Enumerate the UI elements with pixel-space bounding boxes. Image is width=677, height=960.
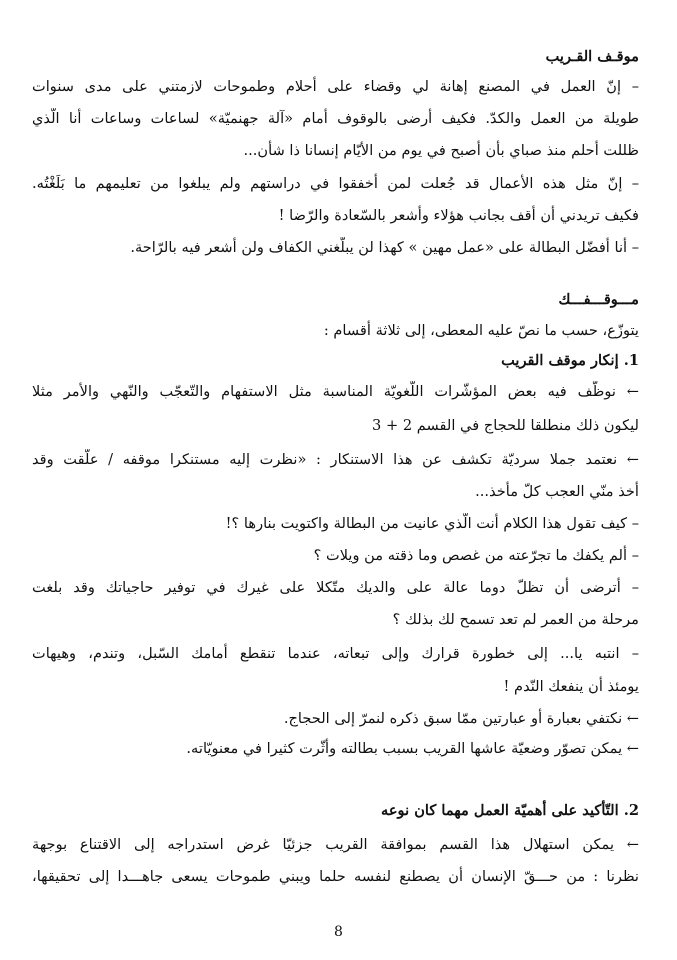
text-line: يومئذ أن ينفعك النّدم !: [503, 678, 639, 695]
text-line: ظللت أحلم منذ صباي بأن أصبح في يوم من الأيّام إنسانا ذا شأن...: [243, 142, 639, 159]
text-line: – إنّ مثل هذه الأعمال قد جُعلت لمن أخفقوا في دراستهم ولم يبلغوا من تعليمهم ما بَلَغْتُه.: [32, 175, 639, 192]
text-line: ← يمكن تصوّر وضعيّة عاشها القريب بسبب بطالته وأثّرت كثيرا في معنويّاته.: [186, 740, 639, 757]
text-line: ليكون ذلك منطلقا للحجاج في القسم 2 + 3: [372, 417, 639, 434]
text-line: – أترضى أن تظلّ دوما عالة على والديك متّكلا على غيرك في توفير حاجياتك وقد بلغت: [32, 579, 639, 596]
text-line: نظرنا : من حـــقّ الإنسان أن يصطنع لنفسه حلما ويبني طموحات يسعى جاهـــدا إلى تحقيقها،: [32, 868, 639, 885]
text-line: ← نوظّف فيه بعض المؤشّرات اللّغويّة المناسبة مثل الاستفهام والتّعجّب والنّهي والأمر مثلا: [32, 383, 639, 400]
text-line: يتوزّع، حسب ما نصّ عليه المعطى، إلى ثلاثة أقسام :: [323, 322, 639, 339]
text-line: – كيف تقول هذا الكلام أنت الّذي عانيت من البطالة واكتويت بنارها ؟!: [225, 515, 639, 532]
text-line: ← نعتمد جملا سرديّة تكشف عن هذا الاستنكار : «نظرت إليه مستنكرا موقفه / علّقت وقد: [32, 451, 639, 468]
text-line: ← يمكن استهلال هذا القسم بموافقة القريب جزئيّا غرض استدراجه إلى الاقتناع بوجهة: [32, 836, 639, 853]
text-line: – أنا أفضّل البطالة على «عمل مهين » كهذا لن يبلّغني الكفاف ولن أشعر فيه بالرّاحة.: [130, 239, 639, 256]
text-line: ← نكتفي بعبارة أو عبارتين ممّا سبق ذكره لنمرّ إلى الحجاج.: [283, 710, 639, 727]
text-line: أخذ منّي العجب كلّ مأخذ...: [475, 483, 639, 500]
section-heading-2: 2. التّأكيد على أهميّة العمل مهما كان نوعه: [381, 802, 639, 819]
text-line: طويلة من العمل والكدّ. فكيف أرضى بالوقوف أمام «آلة جهنميّة» لساعات وساعات أنا الّذي: [32, 110, 639, 127]
heading-your-position: مـــوقـــفـــك: [558, 291, 639, 308]
heading-relative-position: موقـف القـريب: [545, 48, 639, 65]
text-line: – ألم يكفك ما تجرّعته من غصص وما ذقته من ويلات ؟: [313, 547, 639, 564]
text-line: مرحلة من العمر لم تعد تسمح لك بذلك ؟: [392, 611, 639, 628]
text-line: – إنّ العمل في المصنع إهانة لي وقضاء على أحلام وطموحات لازمتني على مدى سنوات: [32, 78, 639, 95]
section-heading-1: 1. إنكار موقف القريب: [501, 352, 639, 369]
text-line: – انتبه يا... إلى خطورة قرارك وإلى تبعاته، عندما تنقطع أمامك السّبل، وتندم، وهيهات: [32, 645, 639, 662]
page-number: 8: [334, 924, 343, 940]
text-line: فكيف تريدني أن أقف بجانب هؤلاء وأشعر بالسّعادة والرّضا !: [278, 207, 639, 224]
